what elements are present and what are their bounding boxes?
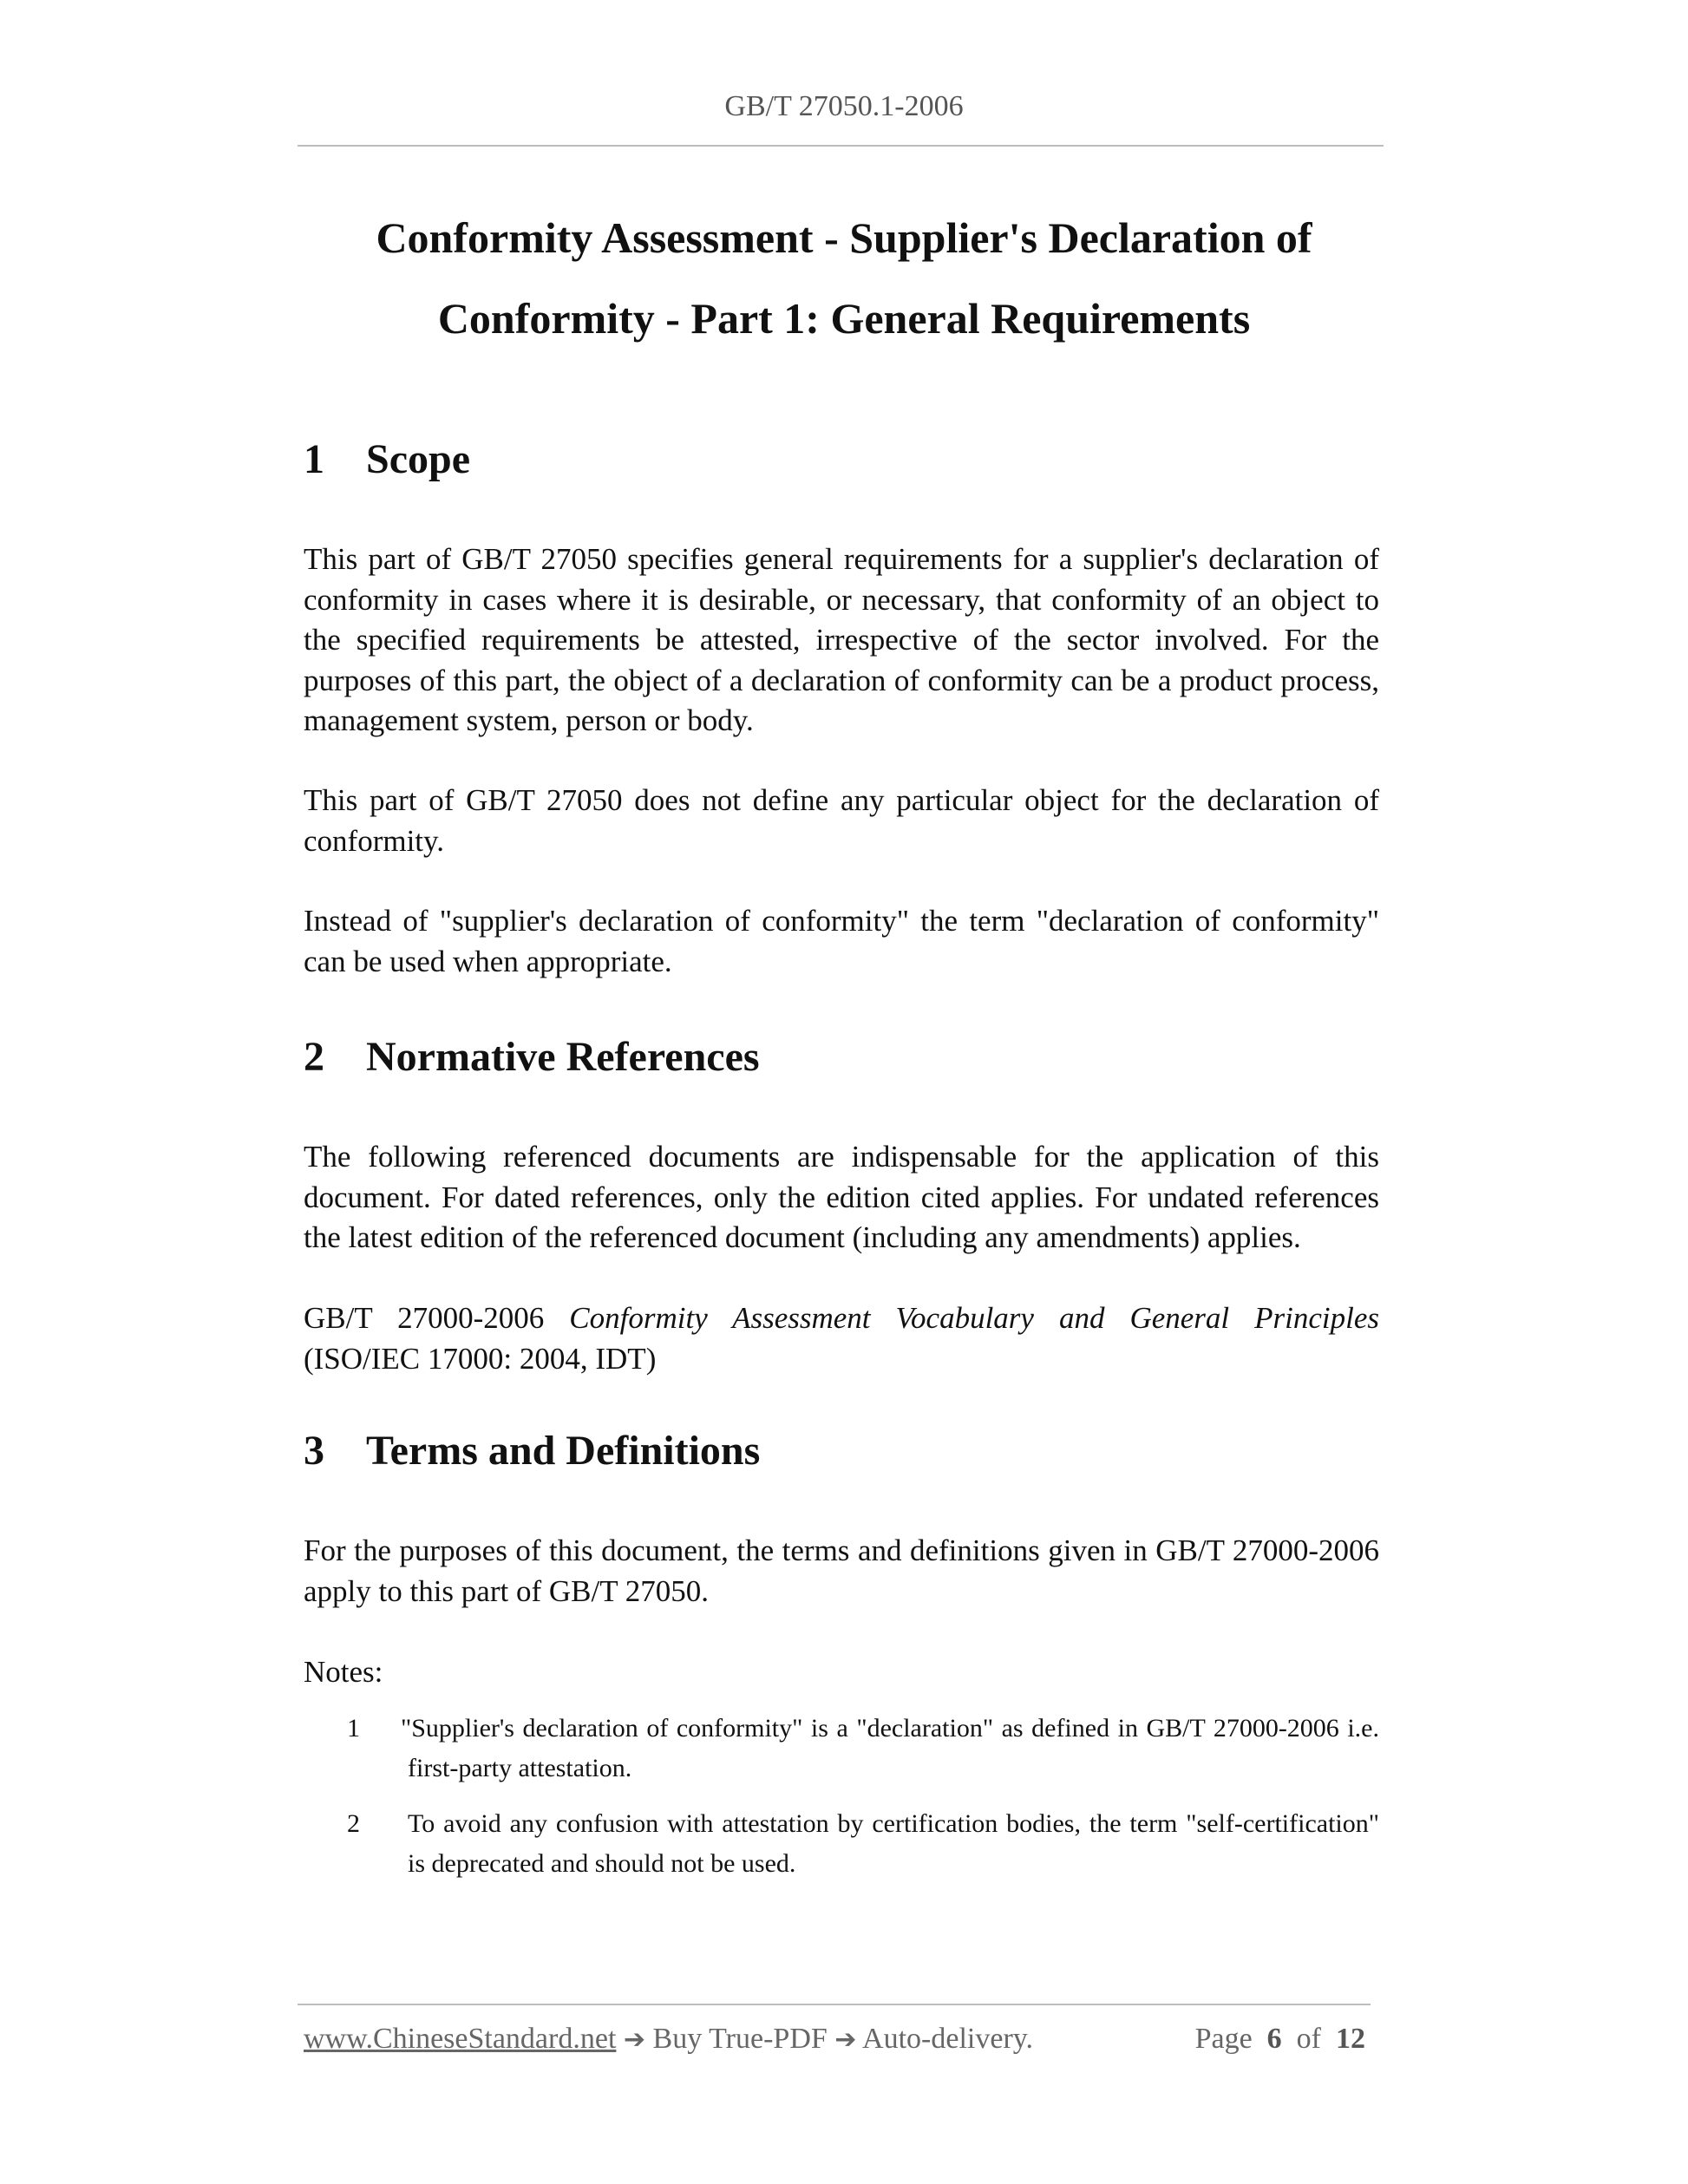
section-heading-terms-and-definitions [304,1427,760,1475]
note-number: 2 [347,1809,360,1838]
auto-delivery-text: Auto-delivery. [862,2023,1034,2055]
section-number: 2 [304,1034,324,1080]
of-label: of [1296,2023,1321,2055]
note-item [347,1709,1379,1788]
reference-suffix: (ISO/IEC 17000: 2004, IDT) [304,1341,657,1376]
scope-paragraph-2: This part of GB/T 27050 does not define any particular object for the declaration of conformity. [304,783,1379,858]
section-number: 3 [304,1428,324,1474]
page-label: Page [1194,2023,1253,2055]
normative-paragraph: The following referenced documents are indispensable for the application of this document. For dated references, only the edition cited applies. For undated references the latest edition of the referenced document (including any amendments) applies. [304,1140,1379,1254]
section-heading-scope [304,435,470,483]
notes-label: Notes: [304,1655,383,1689]
section-title: Terms and Definitions [366,1428,761,1474]
page-footer [304,2023,1371,2056]
document-title [0,198,1688,359]
arrow-right-icon: ➔ [623,2024,646,2055]
section-title: Scope [366,436,470,482]
header-divider [298,145,1384,147]
terms-paragraph: For the purposes of this document, the terms and definitions given in GB/T 27000-2006 apply to this part of GB/T 27050. [304,1533,1379,1608]
page-indicator [1195,2023,1365,2056]
footer-divider [298,2004,1371,2005]
note-text: "Supplier's declaration of conformity" is a "declaration" as defined in GB/T 27000-2006 i.e. first-party attestation. [401,1714,1379,1782]
note-item [347,1804,1379,1884]
page-total: 12 [1336,2023,1365,2055]
buy-true-pdf-text: Buy True-PDF [652,2023,828,2055]
title-line-1: Conformity Assessment - Supplier's Declaration of [376,213,1312,262]
reference-title: Conformity Assessment Vocabulary and General Principles [569,1301,1380,1335]
reference-code: GB/T 27000-2006 [304,1301,545,1335]
title-line-2: Conformity - Part 1: General Requirements [437,294,1251,343]
running-header: GB/T 27050.1-2006 [724,90,964,122]
section-heading-normative-references [304,1033,760,1081]
scope-paragraph-1: This part of GB/T 27050 specifies general requirements for a supplier's declaration of conformity in cases where it is desirable, or necessary, that conformity of an object to the specified requirements be attested, irrespective of the sector involved. For the purposes of this part, the object of a declaration of conformity can be a product process, management system, person or body. [304,542,1379,737]
note-number: 1 [347,1714,360,1743]
arrow-right-icon: ➔ [834,2024,857,2055]
section-number: 1 [304,436,324,482]
normative-reference-entry [304,1298,1379,1379]
scope-paragraph-3: Instead of "supplier's declaration of conformity" the term "declaration of conformity" can be used when appropriate. [304,904,1379,978]
page-current: 6 [1266,2023,1282,2055]
note-text: To avoid any confusion with attestation by certification bodies, the term "self-certification" is deprecated and should not be used. [408,1809,1379,1878]
site-link[interactable]: www.ChineseStandard.net [304,2023,617,2055]
section-title: Normative References [366,1034,760,1080]
